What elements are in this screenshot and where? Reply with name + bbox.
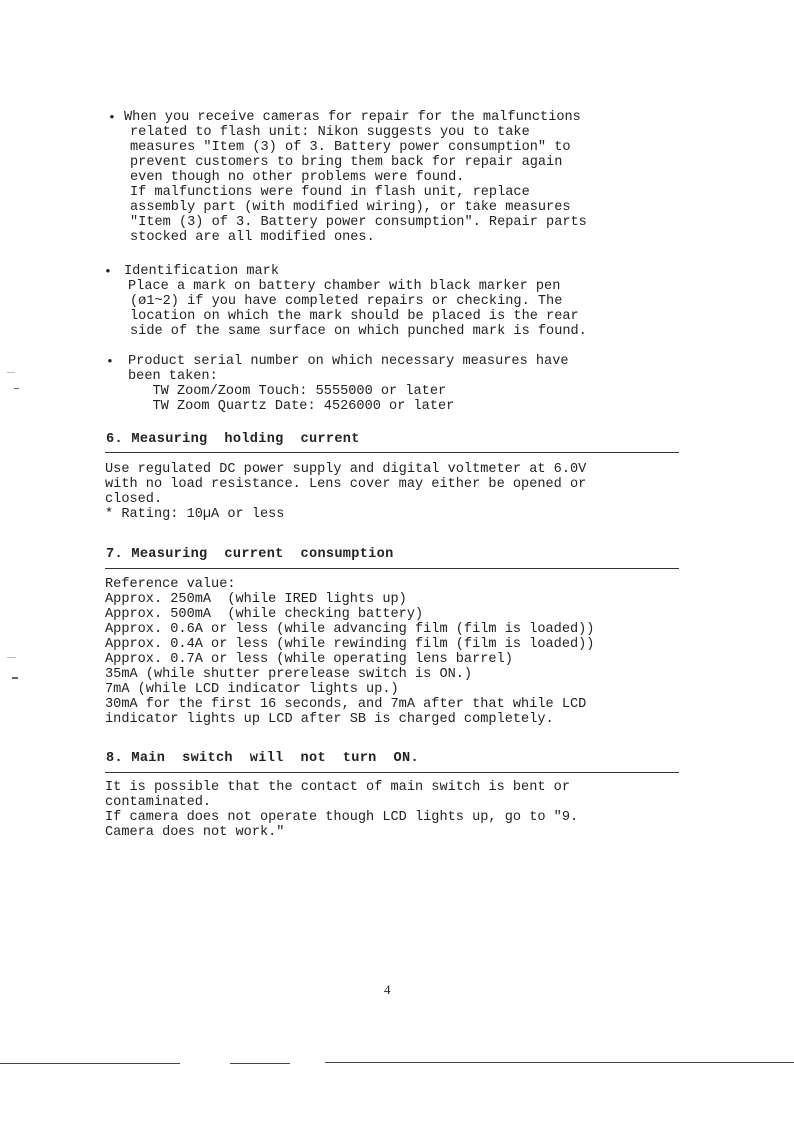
text-line: (ø1~2) if you have completed repairs or checking. The bbox=[130, 294, 563, 309]
text-line: 35mA (while shutter prerelease switch is ON.) bbox=[105, 667, 473, 682]
section-divider bbox=[105, 568, 679, 569]
text-line: stocked are all modified ones. bbox=[130, 230, 375, 245]
scan-edge-line bbox=[325, 1062, 794, 1063]
text-line: 7mA (while LCD indicator lights up.) bbox=[105, 682, 399, 697]
text-line: Product serial number on which necessary measures have bbox=[128, 354, 569, 369]
text-line: If malfunctions were found in flash unit, replace bbox=[130, 185, 530, 200]
text-line: * Rating: 10µA or less bbox=[105, 507, 285, 522]
text-line: Approx. 0.4A or less (while rewinding film (film is loaded)) bbox=[105, 637, 595, 652]
text-line: related to flash unit: Nikon suggests you to take bbox=[130, 125, 530, 140]
text-line: If camera does not operate though LCD lights up, go to "9. bbox=[105, 810, 579, 825]
text-line: 30mA for the first 16 seconds, and 7mA after that while LCD bbox=[105, 697, 587, 712]
text-line: Approx. 500mA (while checking battery) bbox=[105, 607, 424, 622]
section-heading: 7. Measuring current consumption bbox=[106, 547, 394, 562]
text-line: contaminated. bbox=[105, 795, 212, 810]
section-divider bbox=[105, 452, 679, 453]
text-line: TW Zoom/Zoom Touch: 5555000 or later bbox=[128, 384, 447, 399]
scan-speck bbox=[14, 388, 19, 389]
scan-edge-line bbox=[0, 1063, 180, 1064]
text-line: Approx. 0.7A or less (while operating lens barrel) bbox=[105, 652, 513, 667]
text-line: Reference value: bbox=[105, 577, 236, 592]
bullet-marker: • bbox=[106, 354, 114, 369]
text-line: measures "Item (3) of 3. Battery power consumption" to bbox=[130, 140, 571, 155]
text-line: Place a mark on battery chamber with black marker pen bbox=[128, 279, 561, 294]
text-line: TW Zoom Quartz Date: 4526000 or later bbox=[128, 399, 455, 414]
scan-speck bbox=[12, 677, 18, 679]
text-line: location on which the mark should be placed is the rear bbox=[130, 309, 579, 324]
section-heading: 6. Measuring holding current bbox=[106, 432, 360, 447]
text-line: closed. bbox=[105, 492, 163, 507]
bullet-marker: • bbox=[108, 110, 116, 125]
section-divider bbox=[105, 772, 679, 773]
text-line: Camera does not work." bbox=[105, 825, 285, 840]
scan-edge-line bbox=[230, 1063, 290, 1064]
text-line: with no load resistance. Lens cover may either be opened or bbox=[105, 477, 587, 492]
page-number: 4 bbox=[384, 982, 391, 997]
text-line: It is possible that the contact of main switch is bent or bbox=[105, 780, 570, 795]
text-line: Approx. 0.6A or less (while advancing film (film is loaded)) bbox=[105, 622, 595, 637]
section-heading: 8. Main switch will not turn ON. bbox=[106, 751, 419, 766]
scan-speck bbox=[7, 372, 15, 373]
bullet-marker: • bbox=[104, 264, 112, 279]
text-line: Use regulated DC power supply and digital voltmeter at 6.0V bbox=[105, 462, 587, 477]
text-line: even though no other problems were found. bbox=[130, 170, 465, 185]
text-line: Approx. 250mA (while IRED lights up) bbox=[105, 592, 407, 607]
text-line: been taken: bbox=[128, 369, 218, 384]
text-line: assembly part (with modified wiring), or take measures bbox=[130, 200, 571, 215]
scan-speck bbox=[7, 657, 16, 658]
text-line: "Item (3) of 3. Battery power consumption". Repair parts bbox=[130, 215, 587, 230]
text-line: Identification mark bbox=[124, 264, 279, 279]
text-line: prevent customers to bring them back for repair again bbox=[130, 155, 563, 170]
text-line: side of the same surface on which punched mark is found. bbox=[130, 324, 587, 339]
text-line: When you receive cameras for repair for the malfunctions bbox=[124, 110, 581, 125]
text-line: indicator lights up LCD after SB is charged completely. bbox=[105, 712, 554, 727]
